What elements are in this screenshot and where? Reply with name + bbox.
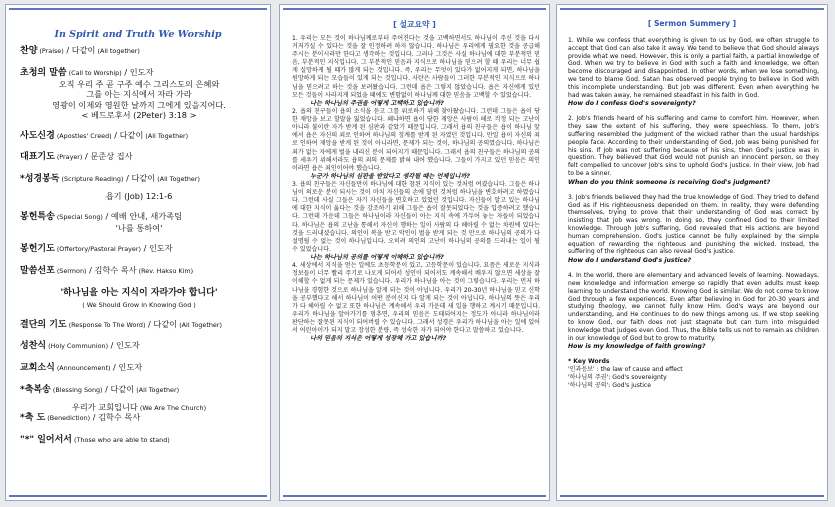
order-item (20, 67, 258, 79)
reflection-question: How do I confess God's sovereignty? (568, 100, 696, 108)
order-item (20, 100, 258, 110)
order-item-english-note: (We Are The Church) (137, 404, 207, 412)
spacer (20, 277, 258, 287)
summary-paragraph: 2. Job's friends heard of his suffering and came to comfort him. However, when they saw the extent of his suffering, they were speechless. To them, Job's suffering resembled the judgment of the wicked rather than the usual hardships people face. According to their understanding of God, Job was being punished for his sins. If Job was not suffering because of his sins, then God's justice was in question. They believed that God would not punish an innocent person, so they felt compelled to uncover Job's sins to uphold God's justice. In their view, Job had to be a sinner. (568, 115, 819, 177)
order-item-detail: '나를 통하여' (115, 223, 163, 234)
order-item-title: 사도신경 (20, 130, 55, 141)
order-item (20, 319, 258, 331)
order-item-detail: / 다같이 (145, 318, 178, 329)
order-item-detail: / 김학수 목사 (86, 264, 137, 275)
order-item-english: (Apostles' Creed) (54, 131, 112, 140)
order-item (20, 434, 258, 446)
order-item-detail: / 다같이 (63, 45, 96, 55)
order-item (20, 191, 258, 201)
summary-paragraph: 1. 우리는 모든 것이 하나님께로부터 주어진다는 것을 고백하면서도 하나님이 주신 것을 다시 거저가실 수 있다는 것을 잘 인정하려 하지 않습니다. 하나님은 우리에게 필요한 것을 공급해 주시는 분이시라만 한다고 생각하는 것입니다. 그러나 그것은 사실 하나님에 대한 부분적인 믿음, 부분적인 지식입니다. 그 부분적인 믿음과 지식으로 하나님을 믿으려 할 때 우리는 너무 쉽게 실망하게 될 때가 많게 되는 것입니다. 즉, 우리는 무엇이 있다가 없어지게 되면, 하나님을 원망하게 되는 모습들이 있게 되는 것입니다. 사탄은 사람들이 그러한 부분적인 지식으로 하나님을 믿으려고 하는 것을 보려왔습니다. 그런데 욥은 그렇지 않았습니다. 욥은 자신에게 있던 모든 것들이 사라지게 되었을 때에도 변함없이 하나님께 대한 믿음을 고백할 수 있었습니다. (292, 35, 540, 99)
keyword-item: '하나님의 공의': God's justice (568, 381, 651, 389)
order-item-detail: / 인도자 (121, 66, 154, 77)
spacer (20, 331, 258, 341)
order-item (20, 362, 258, 374)
spacer (20, 120, 258, 130)
order-item-english: (Announcement) (54, 364, 111, 372)
reflection-question: How do I understand God's justice? (568, 257, 692, 265)
spacer (20, 164, 258, 174)
order-item (20, 340, 258, 352)
order-item-title: 결단의 기도 (20, 319, 67, 330)
order-item-english: (Prayer) (54, 153, 83, 162)
order-item-english: (Blessing Song) (50, 385, 103, 394)
spacer (20, 425, 258, 435)
spacer (20, 255, 258, 265)
top-border-rule (283, 8, 546, 10)
order-item (20, 211, 258, 223)
order-item-english: (Holy Communion) (46, 342, 109, 351)
spacer (20, 353, 258, 363)
top-border-rule (9, 8, 267, 10)
order-item-title: "*" 일어서서 (20, 435, 72, 445)
order-item-title: *성경봉독 (20, 174, 60, 184)
order-item-english-note: (All Together) (143, 131, 189, 140)
spacer (20, 374, 258, 384)
korean-summary-body (292, 35, 540, 343)
order-item-title: 찬양 (20, 46, 38, 56)
order-item (20, 412, 258, 424)
order-item-english: ( We Should Grow in Knowing God ) (82, 300, 196, 309)
order-item-english: (Offertory/Pastoral Prayer) (54, 245, 141, 253)
order-item-title: 성찬식 (20, 341, 47, 352)
order-item-english-note: (All Together) (155, 175, 200, 183)
keyword-item: '인과응보' : the law of cause and effect (568, 366, 683, 374)
order-item-title: *축 도 (20, 413, 46, 424)
reflection-question: When do you think someone is receiving God's judgment? (568, 178, 771, 186)
order-item-title: '하나님을 아는 지식이 자라가야 합니다' (60, 287, 218, 298)
order-item-detail: / 예배 안내, 새가족팀 (102, 211, 182, 221)
worship-title: In Spirit and Truth We Worship (54, 29, 222, 40)
reflection-question: 누군가 하나님의 심판을 받았다고 생각될 때는 언제입니까? (310, 172, 470, 180)
order-item-detail: 욥기 (Job) 12:1-6 (105, 191, 173, 202)
order-item-detail: 그를 아는 지식에서 자라 가라 (86, 89, 192, 100)
order-item-title: *축복송 (20, 384, 51, 395)
order-item-title: 봉헌특송 (20, 212, 55, 222)
reflection-question: 나는 하나님의 공의를 어떻게 이해하고 있습니까? (310, 253, 444, 261)
order-item-detail: / 인도자 (140, 243, 173, 253)
summary-paragraph: 4. 세상에서 지식을 얻는 일에도 초등학문이 있고, 고등학문이 있습니다. 요즘은 새로운 지식과 정보들이 너무 빨리 주기로 나오게 되어서 성인이 되어서도 계속해서 배우지 않으면 세상을 잘 이해할 수 없게 되는 문제가 있습니다. 우리가 하나님을 아는 것이 그렇습니다. 우리는 먼저 하나님을 경험한 것으로 하나님을 알게 되는 것이 아닙니다. 우리가 20-30년 하나님을 믿고 신학을 공부했다고 해서 하나님이 어떤 분이신지 다 알게 되는 것이 아닙니다. 하나님의 뜻은 우리가 다 헤아릴 수 없고 또한 하나님은 계속해서 우리 가운데 새 일을 행하고 계시기 때문입니다. 우리가 하나님을 알아가기를 멈추면, 우리의 믿음은 도태되어지는 정도가 아니라 하나님이라 판단하는 잘못된 지식이 되어버릴 수 있습니다. 그래서 성경은 우리가 하나님을 아는 일에 있어서 어린아이가 되지 말고 장성한 분량, 즉 성숙한 자가 되어야 한다고 말씀하고 있습니다. (292, 262, 540, 334)
order-item-title: 봉헌기도 (20, 244, 55, 254)
english-summary-panel (556, 4, 828, 501)
bottom-border-rule (560, 495, 824, 497)
order-item-english: (Sermon) (54, 266, 87, 275)
order-item (20, 223, 258, 233)
top-border-rule (560, 8, 824, 10)
spacer (20, 309, 258, 319)
order-item-detail: / 인도자 (108, 340, 140, 351)
order-item (20, 151, 258, 163)
order-item-english-note: (Rev. Haksu Kim) (136, 266, 194, 275)
order-item-detail: / 문준상 집사 (82, 151, 133, 162)
order-item (20, 287, 258, 299)
order-item-detail: < 베드로후서 (2Peter) 3:18 > (81, 109, 197, 120)
bottom-border-rule (283, 495, 546, 497)
order-item-detail: 오직 우리 주 곧 구주 예수 그리스도의 은혜와 (58, 79, 220, 89)
order-item (20, 89, 258, 99)
summary-paragraph: 1. While we confess that everything is given to us by God, we often struggle to accept that God can also take it away. We tend to believe that God should always provide what we need. However, this is only a partial faith, a partial knowledge of God. When we try to believe in God with such a faith and knowledge, we often become discouraged and disappointed. In other words, when we lose something, we tend to blame God. Satan has observed people trying to believe in God with this incomplete understanding. But Job was different. Even when everything he had was taken away, he remained steadfast in his faith in God. (568, 37, 819, 99)
order-item-english: (Benediction) (45, 414, 91, 423)
order-item-title: 말씀선포 (20, 265, 55, 276)
order-item-detail: 우리가 교회입니다 (71, 402, 138, 412)
spacer (20, 202, 258, 212)
summary-paragraph: 3. Job's friends believed they had the true knowledge of God. They tried to defend God as if His righteousness depended on them. In reality, they were defending themselves, trying to prove that their understanding of God was correct by insisting that Job was wrong. In doing so, they confined God to their limited knowledge. Through Job's suffering, God revealed that His actions are beyond human comprehension. God's justice cannot be fully explained by the simple equation of rewarding the righteous and punishing the wicked. Instead, the suffering of the righteous can also reveal God's justice. (568, 193, 819, 256)
order-item-english-note: (All Together) (134, 385, 180, 394)
order-item-detail: / 김학수 목사 (90, 412, 141, 423)
order-item-title: 대표기도 (20, 152, 55, 163)
korean-summary-title: [ 설교요약 ] (393, 20, 436, 29)
order-item-english: (Call to Worship) (66, 68, 122, 77)
order-item (20, 110, 258, 120)
order-item (20, 130, 258, 142)
order-item-detail: / 다같이 (111, 129, 144, 140)
order-item-english: (Special Song) (54, 213, 103, 221)
worship-order-list (20, 45, 258, 446)
reflection-question: How is my knowledge of faith growing? (568, 343, 706, 351)
english-summary-body (568, 35, 819, 389)
order-item-detail: 영광이 이제와 영원한 날까지 그에게 있을지어다. (52, 99, 226, 110)
summary-paragraph: 2. 욥의 친구들이 욥의 소식을 듣고 그를 위로하기 위해 찾아왔습니다. 그런데 그들은 욥이 당한 재앙을 보고 할말을 잃었습니다. 왜냐하면 욥이 당한 재앙은 사람이 해로 걱정 되는 고난이 아니라 불이란 자가 받게 된 심판과 같았기 때문입니다. 그래서 욥의 친구들은 욥이 하나님 앞에서 욥은 자신의 죄로 인하여 하나님의 징계를 받게 된 자였던 것입니다. 만일 욥이 자신의 죄로 인하여 재앙을 받게 된 것이 아니라면, 문제가 되는 것이, 하나님의 공의였습니다. 하나님은 죄가 없는 자에게 벌을 내리신 분이 되어지기 때문입니다. 그래서 욥의 친구들은 하나님의 공의를 세우기 위해서라도 욥의 죄의 문제를 밝혀 내어 했습니다. 그들이 가지고 있던 믿음은 의인이라면 욥은 죄인이어야 했습니다. (292, 108, 540, 172)
order-item-detail: / 인도자 (110, 362, 143, 372)
reflection-question: 나는 하나님의 주권을 어떻게 고백하고 있습니까? (310, 99, 444, 107)
spacer (20, 142, 258, 152)
order-item-english: (Praise) (37, 47, 64, 55)
order-item (20, 45, 258, 57)
order-item (20, 299, 258, 309)
order-item-english: (Response To The Word) (66, 320, 146, 329)
order-item (20, 265, 258, 277)
order-item-title: 교회소식 (20, 363, 55, 373)
worship-order-panel (5, 4, 271, 501)
spacer (20, 57, 258, 67)
order-item-english: (Those who are able to stand) (72, 436, 170, 444)
keywords-heading: * Key Words (568, 358, 610, 366)
order-item (20, 79, 258, 89)
keyword-item: '하나님의 주권': God's sovereignty (568, 373, 667, 381)
order-item-detail: / 다같이 (102, 383, 135, 394)
order-item-detail: / 다같이 (123, 173, 156, 183)
order-item (20, 384, 258, 396)
order-item (20, 243, 258, 255)
summary-paragraph: 3. 욥의 친구들은 자신들만이 하나님에 대한 참된 지식이 있는 것처럼 여겼습니다. 그들은 하나님이 의로운 분이 되시는 것이 마치 자신들의 손에 달린 것처럼 하나님을 변호하려고 하였습니다. 그런데 사실 그들은 자기 자신들을 변호하고 있었던 것입니다. 자신들이 알고 있는 하나님에 대한 지식이 옳다는 것을 강조하기 위해 그들은 욥이 잘못되었다는 것을 입증하려고 했습니다. 그런데 가운데 그들은 하나님이라 자신들이 아는 지식 속에 가두어 놓는 자들이 되었습니다. 하나님은 욥의 고난을 통해서 자신이 행하는 일이 사람의 다 헤아릴 수 없는 차원에 있다는 것을 드러내셨습니다. 의인이 복을 받고 악인이 벌을 받게 되는 것 만으로 하나님의 공의가 다 설명될 수 없는 것이 하나님입니다. 오히려 의인의 고난이 하나님의 공의를 드러내는 일이 될 수 있었습니다. (292, 181, 540, 253)
summary-paragraph: 4. In the world, there are elementary and advanced levels of learning. Nowadays, new knowledge and information emerge so rapidly that even adults must keep learning to understand the world. Knowing God is similar. We do not come to know God through a few experiences. Even after believing in God for 20-30 years and studying theology, we cannot fully know Him. God's ways are beyond our understanding, and He continues to do new things among us. If we stop seeking to know God, our faith does not just stagnate but can turn into misguided knowledge that judges even God. Thus, the Bible tells us not to remain as children in our knowledge of God but to grow to maturity. (568, 272, 819, 342)
order-item-english-note: (All Together) (177, 320, 222, 329)
keywords-list (568, 366, 819, 389)
korean-summary-panel (279, 4, 550, 501)
reflection-question: 나의 믿음의 지식은 어떻게 성장해 가고 있습니까? (310, 335, 447, 343)
spacer (20, 234, 258, 244)
english-summary-paragraphs (568, 37, 819, 351)
english-summary-title: [ Sermon Summery ] (647, 19, 737, 28)
order-item-title: 초청의 말씀 (20, 67, 67, 78)
order-item-english: (Scripture Reading) (59, 175, 124, 183)
order-item-english-note: (All together) (95, 47, 140, 55)
order-item (20, 402, 258, 412)
order-item (20, 173, 258, 185)
bottom-border-rule (9, 495, 267, 497)
